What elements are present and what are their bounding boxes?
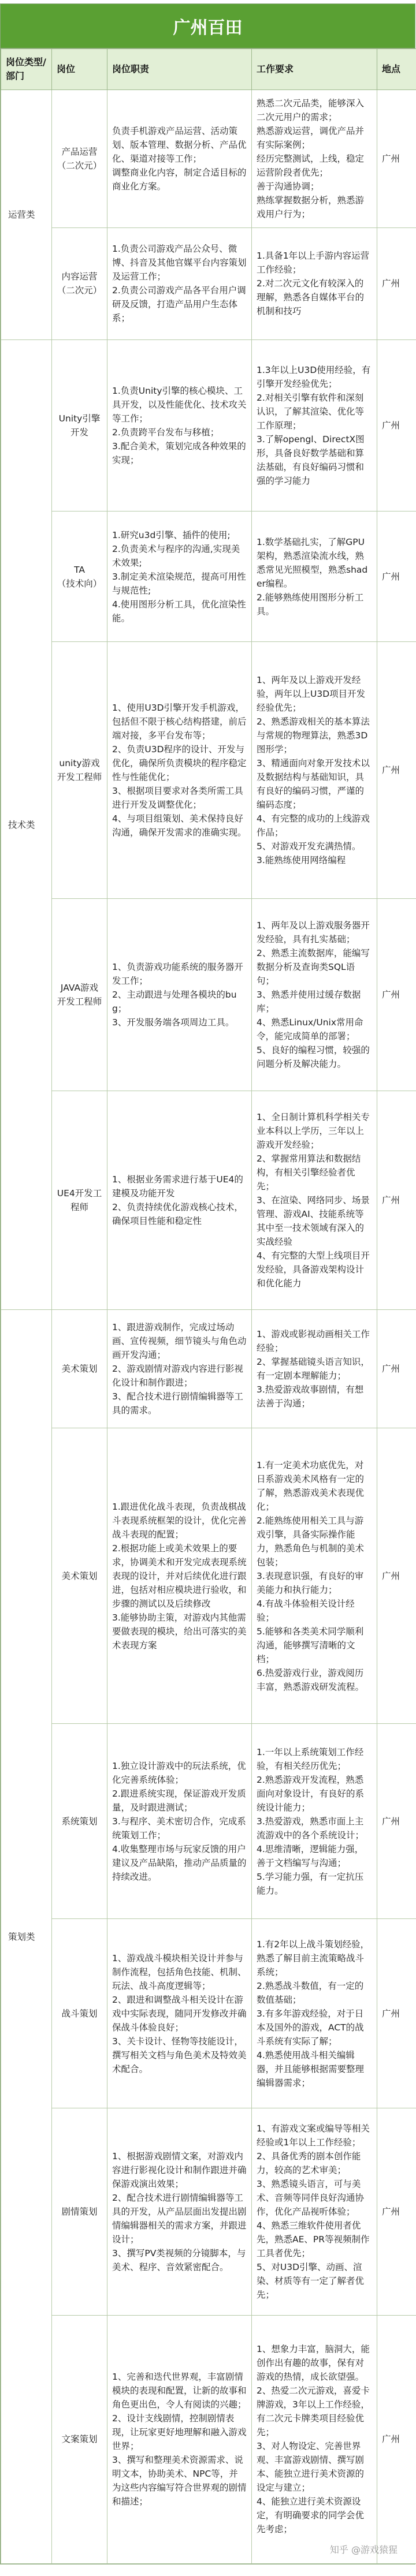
column-header-location: 地点 [377,49,416,90]
column-header-requirements: 工作要求 [252,49,377,90]
duties-cell: 1、负责游戏功能系统的服务器开发工作； 2、主动跟进与处理各模块的bug； 3、开发服务端各项周边工具。 [107,899,252,1091]
table-header-row [1,49,416,90]
requirements-cell: 1、有游戏文案或编导等相关经验或1年以上工作经验； 2、具备优秀的剧本创作能力，较高的艺术审美； 3、熟悉镜头语言，可与美术、音频等同伴良好沟通协作，优化产品视听体验； 4、熟悉三维软件使用者优先，熟悉AE、PR等视频制作工具者优先； 5、对U3D引擎、动画、渲染、材质等有一定了解者优先； [252,2108,377,2316]
column-header-position: 岗位 [52,49,107,90]
location-cell: 广州 [377,1919,416,2108]
job-table-sheet [0,3,415,2564]
position-cell: 美术策划 [52,1310,107,1428]
duties-cell: 1.跟进优化战斗表现，负责战棋战斗表现系统框架的设计，优化完善战斗表现的配置； 2.根据功能上或美术效果上的要求，协调美术和开发完成表现系统表现的设计，并对后续优化进行跟进，包括对相应模块进行验收，和步骤的测试以及后续修改 3.能够协助主策，对游戏内其他需要做表现的模块，给出可落实的美术表现方案 [107,1428,252,1724]
location-cell: 广州 [377,227,416,340]
requirements-cell: 1、想象力丰富，脑洞大，能创作出有趣的故事，保有对游戏的热情，成长欲望强。 2、热爱二次元游戏，喜爱卡牌游戏，3年以上工作经验，有二次元卡牌类项目经验优先； 3、对人物设定、完善世界观、丰富游戏剧情、撰写剧本、能独立进行美术资源的设定与建立； 4、能独立进行美术资源设定，有明确要求的同学会优先考虑； [252,2315,377,2563]
requirements-cell: 1.具备1年以上手游内容运营工作经验； 2.对二次元文化有较深入的理解，熟悉各自媒体平台的机制和技巧 [252,227,377,340]
duties-cell: 1、完善和迭代世界观，丰富剧情模块的表现和配置，让新的故事和角色更出色，令人有阅读的兴趣； 2、设计支线剧情，控制剧情表现，让玩家更好地理解和融入游戏世界； 3、撰写和整理美术资源需求、说明文本，协助美术、NPC等，并为这些内容编写符合世界观的剧情和描述； [107,2315,252,2563]
requirements-cell: 1.3年以上U3D使用经验，有引擎开发经验优先； 2.对相关引擎有软件和深刻认识，了解其渲染、优化等工作原理； 3.了解opengl、DirectX图形，具备良好数学基础和算法基础，有良好编码习惯和强的学习能力 [252,340,377,512]
duties-cell: 1、使用U3D引擎开发手机游戏，包括但不限于核心结构搭建，前后端对接，多平台发布等； 2、负责U3D程序的设计、开发与优化，确保所负责模块的程序稳定性与性能优化； 3、根据项目要求对各类所需工具进行开发及调整优化； 4、与项目组策划、美术保持良好沟通，确保开发需求的准确实现。 [107,641,252,899]
duties-cell: 1.研究u3d引擎、插件的使用; 2.负责美术与程序的沟通,实现美术效果; 3.制定美术渲染规范，提高可用性与规范性; 4.使用图形分析工具，优化渲染性能。 [107,512,252,641]
location-cell: 广州 [377,641,416,899]
requirements-cell: 1、游戏或影视动画相关工作经验； 2、掌握基础镜头语言知识，有一定剧本理解能力； 3.热爱游戏故事剧情，有想法善于沟通； [252,1310,377,1428]
location-cell: 广州 [377,1310,416,1428]
location-cell: 广州 [377,90,416,228]
location-cell: 广州 [377,1724,416,1919]
position-cell: JAVA游戏开发工程师 [52,899,107,1091]
jobs-table [1,48,416,2564]
duties-cell: 1、跟进游戏制作，完成过场动画、宣传视频，细节镜头与角色动画开发沟通； 2、游戏剧情对游戏内容进行影视化设计和制作跟进； 3、配合技术进行剧情编辑器等工具的需求。 [107,1310,252,1428]
requirements-cell: 熟悉二次元品类，能够深入二次元用户的需求； 熟悉游戏运营，调优产品并有实际案例； 经历完整测试，上线，稳定运营阶段者优先； 善于沟通协调； 熟练掌握数据分析，熟悉游戏用户行为； [252,90,377,228]
duties-cell: 1.负责公司游戏产品公众号、微博、抖音及其他官媒平台内容策划及运营工作； 2.负责公司游戏产品各平台用户调研及反馈，打造产品用户生态体系； [107,227,252,340]
duties-cell: 1、根据业务需求进行基于UE4的建模及功能开发 2、负责持续优化游戏核心技术，确保项目性能和稳定性 [107,1091,252,1310]
position-cell: 产品运营 （二次元） [52,90,107,228]
table-row [1,1091,416,1310]
dept-cell: 技术类 [1,340,52,1310]
requirements-cell: 1、全日制计算机科学相关专业本科以上学历，三年以上游戏开发经验； 2、掌握常用算法和数据结构，有相关引擎经验者优先； 3、在渲染、网络同步、场景管理、游戏AI、技能系统等其中至一技术领域有深入的实战经验 4、有完整的大型上线项目开发经验，具备游戏架构设计和优化能力 [252,1091,377,1310]
table-row [1,90,416,228]
requirements-cell: 1.有一定美术功底优先，对日系游戏美术风格有一定的了解，熟悉游戏美术表现优化； 2.能熟练使用相关工具与游戏引擎，具备实际操作能力，熟悉角色与机制的美术包装； 3.表现意识强，有良好的审美能力和执行能力； 4.有战斗体验相关设计经验； 5.能够和各类美术同学顺利沟通，能够撰写清晰的文档； 6.热爱游戏行业，游戏阅历丰富，熟悉游戏研发流程。 [252,1428,377,1724]
table-row [1,1428,416,1724]
page-title: 广州百田 [1,4,415,48]
position-cell: 战斗策划 [52,1919,107,2108]
watermark: 知乎 @游戏猿猩 [330,2543,398,2556]
table-row [1,512,416,641]
requirements-cell: 1、两年及以上游戏开发经验，两年以上U3D项目开发经验优先； 2、熟悉游戏相关的基本算法与常规的物理算法，熟悉3D图形学； 3、精通面向对象开发技术以及数据结构与基础知识，具有良好的编码习惯，严谨的编码态度； 4、有完整的成功的上线游戏作品； 5、对游戏开发充满热情。 3.能熟练使用网络编程 [252,641,377,899]
requirements-cell: 1.一年以上系统策划工作经验，有相关经历优先； 2.熟悉游戏开发流程，熟悉面向对象设计，有良好的系统设计能力； 3.热爱游戏，熟悉市面上主流游戏中的各个系统设计； 4.思维清晰，逻辑能力强，善于文档编写与沟通； 5.学习能力强，有一定抗压能力。 [252,1724,377,1919]
location-cell: 广州 [377,899,416,1091]
table-row [1,1919,416,2108]
table-row [1,641,416,899]
duties-cell: 1.负责Unity引擎的核心模块、工具开发，以及性能优化、技术攻关等工作； 2.负责跨平台发布与移植； 3.配合美术，策划完成各种效果的实现； [107,340,252,512]
duties-cell: 负责手机游戏产品运营、活动策划、版本管理、数据分析、产品优化、渠道对接等工作； 调整商业化内容，制定合适目标的商业化方案。 [107,90,252,228]
location-cell: 广州 [377,512,416,641]
position-cell: 内容运营 （二次元） [52,227,107,340]
table-row [1,899,416,1091]
position-cell: 剧情策划 [52,2108,107,2316]
dept-cell: 运营类 [1,90,52,340]
position-cell: UE4开发工程师 [52,1091,107,1310]
requirements-cell: 1、两年及以上游戏服务器开发经验，具有扎实基础； 2、熟悉主流数据库，能编写数据分析及查询类SQL语句； 3、熟悉并使用过缓存数据库； 4、熟悉Linux/Unix常用命令，能完成简单的部署； 5、良好的编程习惯，较强的问题分析及解决能力。 [252,899,377,1091]
table-row [1,2108,416,2316]
table-row [1,227,416,340]
requirements-cell: 1.有2年以上战斗策划经验，熟悉了解目前主流策略战斗系统； 2.熟悉战斗数值，有一定的数值基础； 3.有多年游戏经验，对于日本及国外的游戏，ACT的战斗系统有实际了解； 4.熟悉使用战斗相关编辑器，并且能够根据需要整理编辑器需求； [252,1919,377,2108]
column-header-duties: 岗位职责 [107,49,252,90]
position-cell: 文案策划 [52,2315,107,2563]
position-cell: 美术策划 [52,1428,107,1724]
table-row [1,340,416,512]
requirements-cell: 1.数学基础扎实，了解GPU架构，熟悉渲染流水线，熟悉常见光照模型，熟悉shader编程。 2.能够熟练使用图形分析工具。 [252,512,377,641]
location-cell: 广州 [377,1428,416,1724]
position-cell: Unity引擎 开发 [52,340,107,512]
duties-cell: 1、根据游戏剧情文案，对游戏内容进行影视化设计和制作跟进并确保游戏演出效果； 2、配合技术进行剧情编辑器等工具的开发，从产品层面出发提出剧情编辑器相关的需求方案，并跟进设计； 3、撰写PV类视频的分镜脚本，与美术、程序、音效紧密配合。 [107,2108,252,2316]
table-row [1,1724,416,1919]
position-cell: TA （技术向） [52,512,107,641]
duties-cell: 1.独立设计游戏中的玩法系统，优化完善系统体验； 2.跟进系统实现，保证游戏开发质量，及时跟进测试； 3.与程序、美术密切合作，完成系统策划工作； 4.收集整理市场与玩家反馈的用户建议及产品缺陷，推动产品质量的持续改进。 [107,1724,252,1919]
location-cell: 广州 [377,340,416,512]
table-row [1,2315,416,2563]
column-header-dept: 岗位类型/部门 [1,49,52,90]
location-cell: 广州 [377,2315,416,2563]
duties-cell: 1、游戏战斗模块相关设计并参与制作流程，包括角色技能、机制、玩法、战斗高度逻辑等； 2、跟进和调整战斗相关设计在游戏中实际表现，随同开发修改并确保战斗体验良好； 3、关卡设计、怪物等技能设计，撰写相关文档与角色美术及特效美术配合。 [107,1919,252,2108]
position-cell: unity游戏开发工程师 [52,641,107,899]
dept-cell: 策划类 [1,1310,52,2564]
table-row [1,1310,416,1428]
position-cell: 系统策划 [52,1724,107,1919]
location-cell: 广州 [377,1091,416,1310]
location-cell: 广州 [377,2108,416,2316]
